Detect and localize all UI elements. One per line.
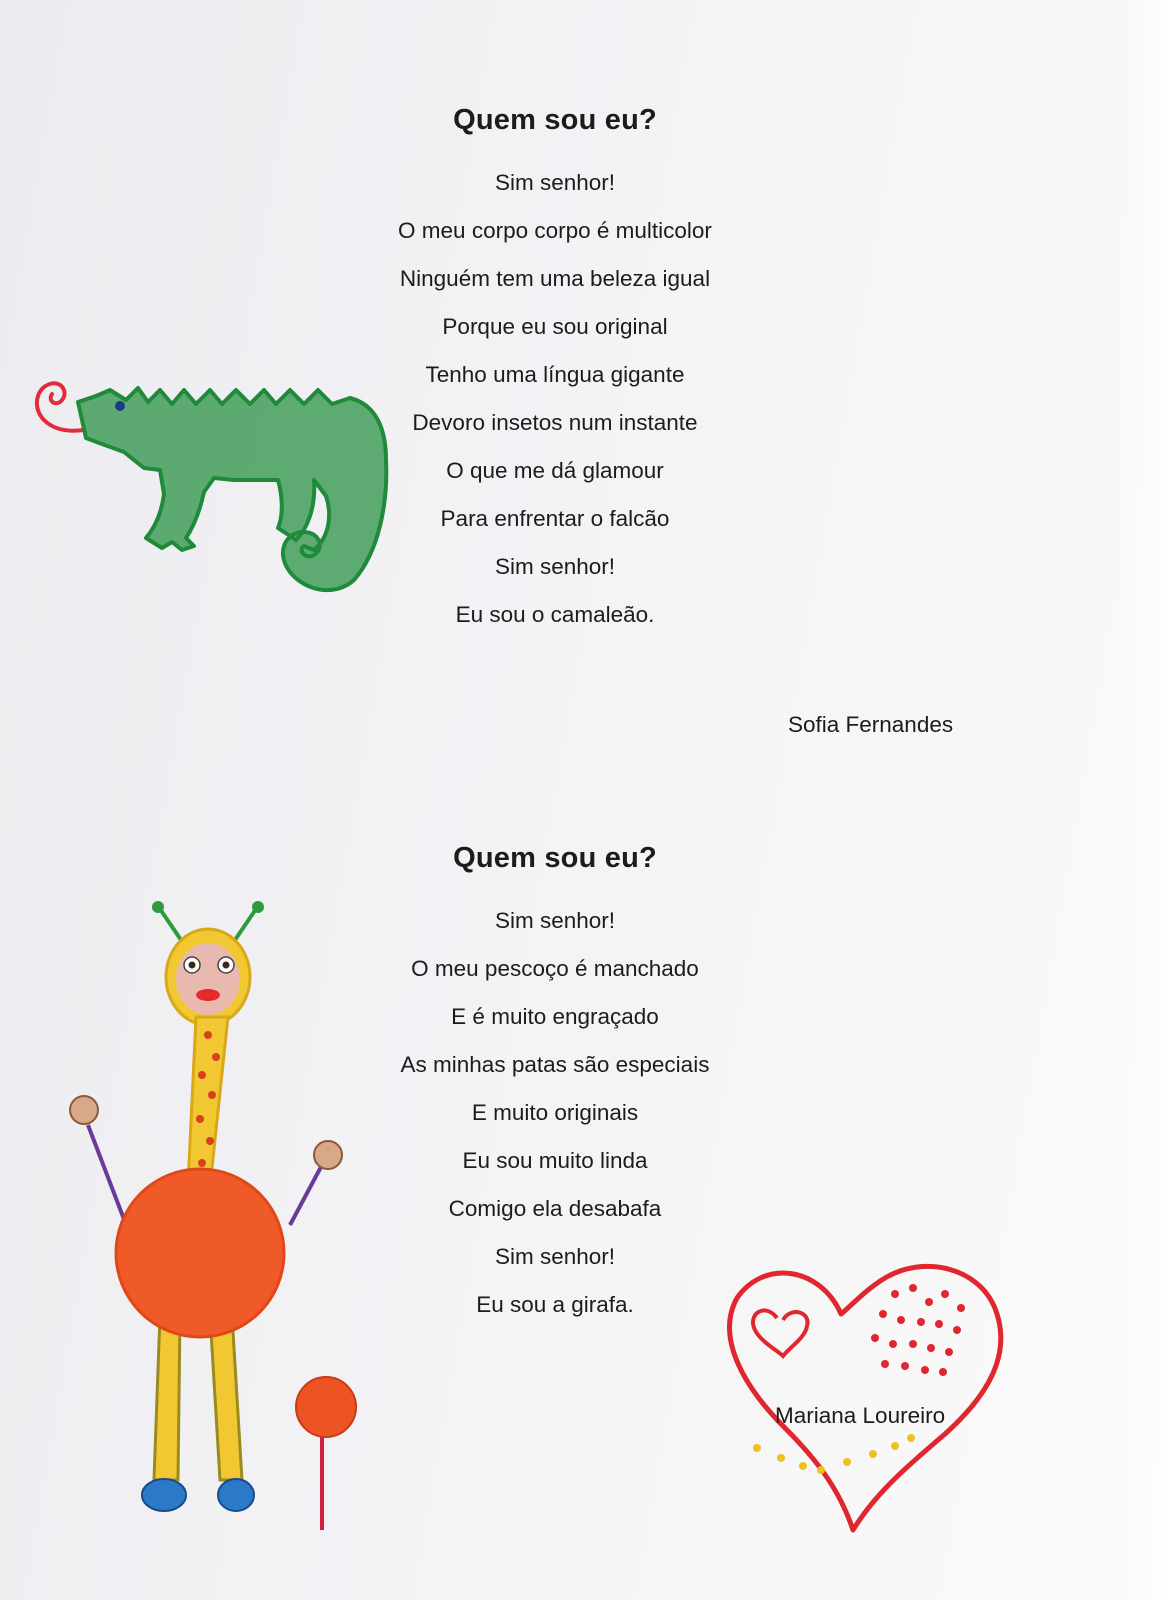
poem-title: Quem sou eu?: [453, 842, 657, 874]
poem-line: Tenho uma língua gigante: [425, 362, 685, 387]
poem-line: Sim senhor!: [494, 908, 616, 933]
poem-line: Sim senhor!: [494, 554, 616, 579]
chameleon-drawing-icon: [14, 350, 404, 610]
poem-line: O que me dá glamour: [446, 458, 664, 483]
poem-line: Sim senhor!: [494, 1244, 616, 1269]
poem-line: Eu sou a girafa.: [476, 1292, 634, 1317]
poem-author: Sofia Fernandes: [788, 712, 954, 737]
giraffe-drawing-icon: [60, 905, 370, 1565]
poem-line: Sim senhor!: [494, 170, 616, 195]
poem-author: Mariana Loureiro: [775, 1403, 946, 1428]
poem-line: Porque eu sou original: [442, 314, 668, 339]
poem-line: As minhas patas são especiais: [400, 1052, 710, 1077]
poem-line: Ninguém tem uma beleza igual: [399, 266, 711, 291]
poem-line: E é muito engraçado: [451, 1004, 659, 1029]
poem-line: O meu pescoço é manchado: [411, 956, 699, 981]
poem-line: Para enfrentar o falcão: [440, 506, 670, 531]
poem-giraffe: [340, 842, 770, 1329]
poem-title: Quem sou eu?: [453, 104, 657, 136]
heart-drawing-icon: [725, 1258, 1015, 1538]
poem-line: O meu corpo corpo é multicolor: [398, 218, 712, 243]
poem-line: Devoro insetos num instante: [412, 410, 698, 435]
paper-edge: [1122, 0, 1162, 1600]
poem-line: Eu sou o camaleão.: [455, 602, 655, 627]
poem-line: E muito originais: [471, 1100, 639, 1125]
poem-line: Eu sou muito linda: [462, 1148, 648, 1173]
poem-chameleon: [340, 104, 770, 639]
poem-line: Comigo ela desabafa: [448, 1196, 662, 1221]
